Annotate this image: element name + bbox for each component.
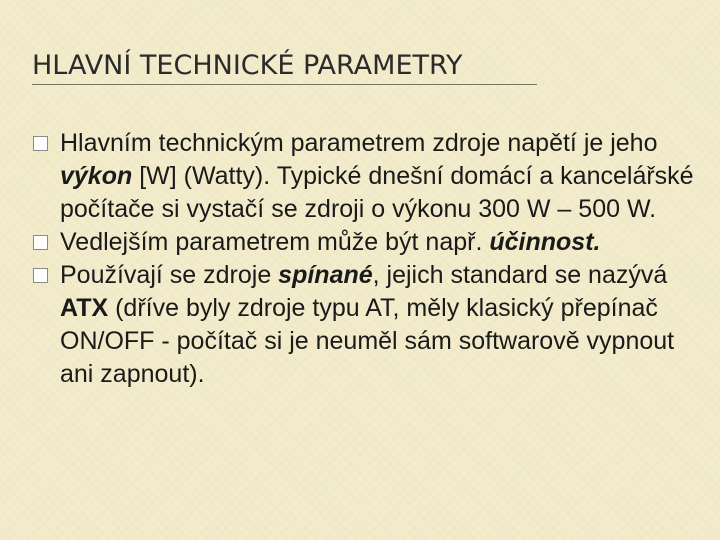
title-underline xyxy=(32,84,537,85)
square-bullet-icon xyxy=(33,268,48,283)
emphasis-efficiency: účinnost. xyxy=(489,228,601,256)
square-bullet-icon xyxy=(33,235,48,250)
emphasis-atx: ATX xyxy=(60,294,109,322)
bullet-text: [W] (Watty). Typické dnešní domácí a kancelářské počítače si vystačí se zdroji o výkonu 300 W – 500 W. xyxy=(60,162,694,223)
slide-title: HLAVNÍ TECHNICKÉ PARAMETRY xyxy=(32,50,463,81)
square-bullet-icon xyxy=(33,136,48,151)
bullet-item-power xyxy=(33,127,708,226)
bullet-text: Hlavním technickým parametrem zdroje napětí je jeho xyxy=(60,129,658,157)
bullet-text: Vedlejším parametrem může být např. xyxy=(60,228,490,256)
emphasis-switching: spínané xyxy=(278,261,373,289)
bullet-item-efficiency xyxy=(33,226,708,259)
bullet-text: , jejich standard se nazývá xyxy=(372,261,668,289)
bullet-list xyxy=(33,127,708,391)
bullet-text: Používají se zdroje xyxy=(60,261,279,289)
bullet-item-switching xyxy=(33,259,708,391)
bullet-text: (dříve byly zdroje typu AT, měly klasický přepínač ON/OFF - počítač si je neuměl sám softwarově vypnout ani zapnout). xyxy=(60,294,675,388)
emphasis-power: výkon xyxy=(60,162,133,190)
